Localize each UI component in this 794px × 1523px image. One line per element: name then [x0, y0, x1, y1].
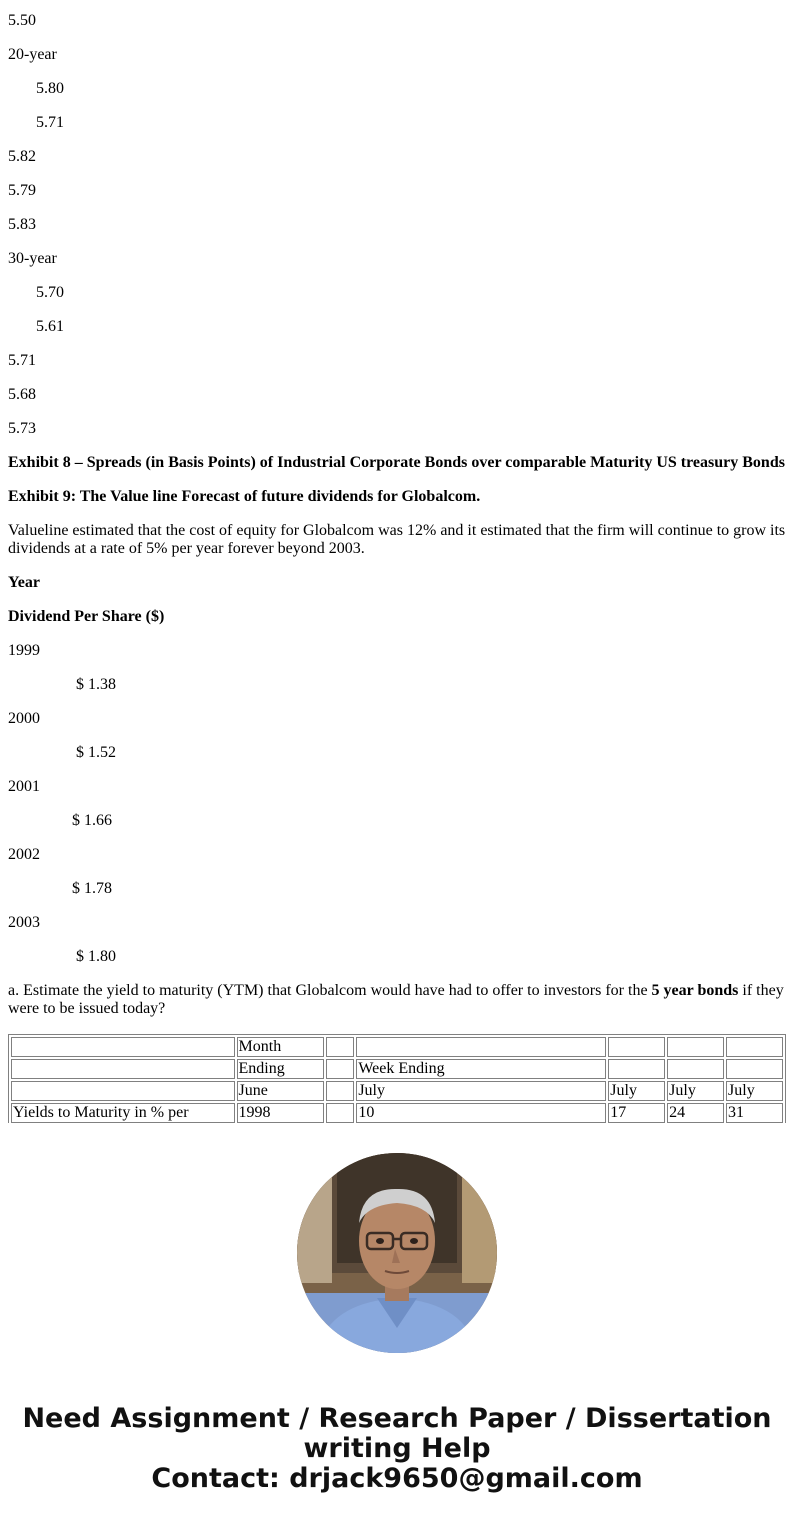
- table-cell: July: [667, 1081, 724, 1101]
- rate-value: 5.73: [8, 420, 36, 437]
- exhibit-8-heading: Exhibit 8 – Spreads (in Basis Points) of Industrial Corporate Bonds over comparable Maturity US treasury Bonds: [8, 454, 785, 471]
- rate-value: 5.71: [36, 114, 64, 131]
- table-cell: [608, 1037, 665, 1057]
- question-a: a. Estimate the yield to maturity (YTM) that Globalcom would have had to offer to investors for the 5 year bonds if they were to be issued today?: [8, 982, 784, 1017]
- table-cell: [608, 1059, 665, 1079]
- table-cell: [326, 1103, 354, 1123]
- avatar: [297, 1153, 497, 1353]
- table-row: [11, 1103, 783, 1123]
- table-cell: [667, 1059, 724, 1079]
- maturity-label-30-year: 30-year: [8, 250, 57, 267]
- rate-value: 5.83: [8, 216, 36, 233]
- table-cell: Ending: [237, 1059, 324, 1079]
- table-cell: 17: [608, 1103, 665, 1123]
- table-cell: [326, 1037, 354, 1057]
- column-header-dividend: Dividend Per Share ($): [8, 608, 165, 625]
- table-cell: [667, 1037, 724, 1057]
- table-cell: [11, 1037, 235, 1057]
- table-cell: 31: [726, 1103, 783, 1123]
- portrait-image: [297, 1153, 497, 1353]
- exhibit-9-heading: Exhibit 9: The Value line Forecast of future dividends for Globalcom.: [8, 488, 481, 505]
- dividend-year: 2001: [8, 778, 40, 795]
- rate-value: 5.68: [8, 386, 36, 403]
- dividend-amount: $ 1.38: [76, 676, 116, 693]
- contact-email: Contact: drjack9650@gmail.com: [151, 1463, 643, 1494]
- banner-line: writing Help: [303, 1433, 491, 1464]
- contact-banner: [0, 1404, 794, 1494]
- dividend-amount: $ 1.78: [72, 880, 112, 897]
- dividend-amount: $ 1.80: [76, 948, 116, 965]
- table-cell: [326, 1081, 354, 1101]
- yield-table: [8, 1034, 786, 1123]
- dividend-year: 2003: [8, 914, 40, 931]
- table-cell: [11, 1059, 235, 1079]
- rate-value: 5.50: [8, 12, 36, 29]
- table-cell: [11, 1081, 235, 1101]
- table-cell: 1998: [237, 1103, 324, 1123]
- yield-table-container: [0, 1034, 794, 1123]
- dividend-year: 2000: [8, 710, 40, 727]
- table-cell: [726, 1059, 783, 1079]
- table-cell: 10: [356, 1103, 606, 1123]
- column-header-year: Year: [8, 574, 40, 591]
- table-cell: [356, 1037, 606, 1057]
- rate-value: 5.70: [36, 284, 64, 301]
- table-cell: Yields to Maturity in % per: [11, 1103, 235, 1123]
- table-row: [11, 1037, 783, 1057]
- table-cell: June: [237, 1081, 324, 1101]
- table-cell: Month: [237, 1037, 324, 1057]
- dividend-amount: $ 1.52: [76, 744, 116, 761]
- dividend-year: 2002: [8, 846, 40, 863]
- rate-value: 5.79: [8, 182, 36, 199]
- table-cell: [326, 1059, 354, 1079]
- table-cell: 24: [667, 1103, 724, 1123]
- rate-value: 5.61: [36, 318, 64, 335]
- table-row: [11, 1081, 783, 1101]
- table-cell: July: [356, 1081, 606, 1101]
- valueline-note: Valueline estimated that the cost of equity for Globalcom was 12% and it estimated that the firm will continue to grow its dividends at a rate of 5% per year forever beyond 2003.: [8, 522, 786, 557]
- rate-value: 5.71: [8, 352, 36, 369]
- table-cell: July: [726, 1081, 783, 1101]
- maturity-label-20-year: 20-year: [8, 46, 57, 63]
- table-row: [11, 1059, 783, 1079]
- yield-table-body: [11, 1037, 783, 1123]
- table-cell: July: [608, 1081, 665, 1101]
- table-cell: Week Ending: [356, 1059, 606, 1079]
- dividend-amount: $ 1.66: [72, 812, 112, 829]
- rate-value: 5.82: [8, 148, 36, 165]
- banner-line: Need Assignment / Research Paper / Dissertation: [22, 1403, 772, 1434]
- table-cell: [726, 1037, 783, 1057]
- dividend-year: 1999: [8, 642, 40, 659]
- rate-value: 5.80: [36, 80, 64, 97]
